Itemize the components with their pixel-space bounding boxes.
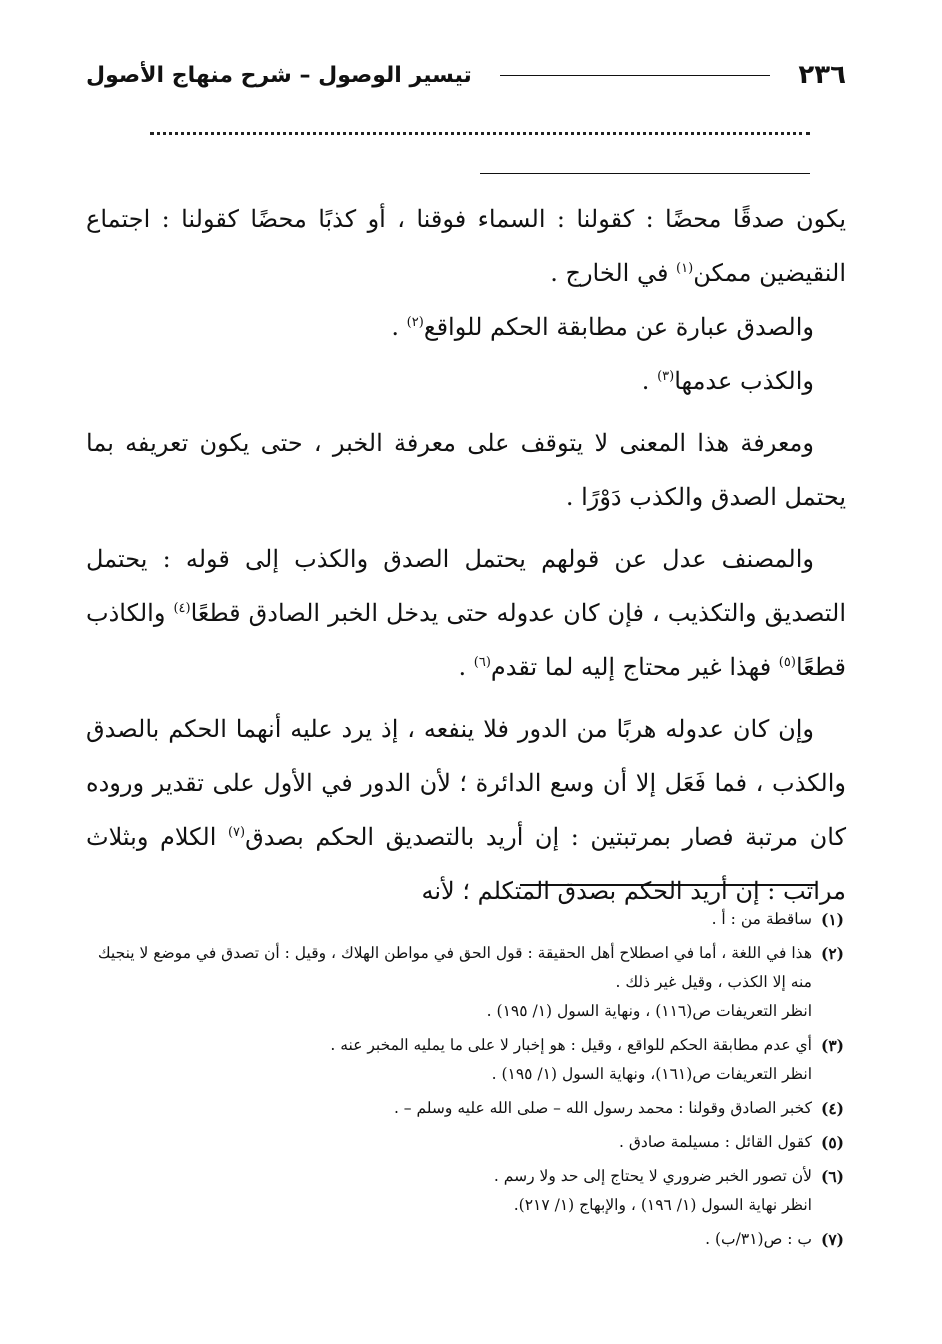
footnote-text [82, 1162, 812, 1220]
footnote-line: أي عدم مطابقة الحكم للواقع ، وقيل : هو إخبار لا على ما يمليه المخبر عنه . [330, 1036, 812, 1054]
footnote-text [82, 1225, 812, 1254]
footnote [82, 905, 844, 934]
footnote [82, 1031, 844, 1089]
footnote-ref-4: (٤) [173, 601, 191, 616]
text-run: . [641, 367, 658, 395]
footnotes [82, 900, 844, 1254]
footnote [82, 939, 844, 1026]
footnote-number: (٢) [820, 944, 844, 963]
text-run: وإن كان عدوله هربًا من الدور فلا ينفعه ، إذ يرد عليه أنهما الحكم بالصدق والكذب ، فما فَعَل إلا أن وسع الدائرة ؛ لأن الدور في الأول على تقدير وروده كان مرتبة فصار بمرتبتين : إن أريد بالتصديق الحكم بصدق [86, 715, 846, 851]
footnote-line: ساقطة من : أ . [711, 910, 812, 928]
footnote-text [82, 905, 812, 934]
text-run: فهذا غير محتاج إليه لما تقدم [490, 653, 779, 681]
footnote-text [82, 1094, 812, 1123]
footnote-text [82, 939, 812, 1026]
running-header [86, 55, 846, 95]
page-number: ٢٣٦ [798, 60, 846, 90]
paragraph-2 [86, 300, 846, 354]
section-rule [480, 173, 810, 174]
paragraph-1 [86, 192, 846, 300]
footnote-number: (٦) [820, 1167, 844, 1186]
footnote-rule [520, 884, 816, 886]
footnote [82, 1128, 844, 1157]
paragraph-1-line-1: يكون صدقًا محضًا : كقولنا : السماء فوقنا ، أو كذبًا محضًا كقولنا : [161, 205, 846, 233]
footnote-number: (٧) [820, 1230, 844, 1249]
footnote-ref-7: (٧) [227, 825, 246, 840]
footnote [82, 1225, 844, 1254]
text-run: . [458, 653, 474, 681]
footnote-line: ب : ص(٣١/ب) . [705, 1230, 812, 1248]
footnote-number: (١) [820, 910, 844, 929]
footnote-ref-6: (٦) [473, 655, 491, 670]
paragraph-5 [86, 532, 846, 694]
dotted-divider [150, 132, 810, 135]
footnote-line: كقول القائل : مسيلمة صادق . [619, 1133, 812, 1151]
main-text [86, 192, 846, 918]
footnote-ref-5: (٥) [778, 655, 796, 670]
footnote-line: انظر التعريفات ص(١١٦) ، ونهاية السول (١/ ١٩٥) . [486, 1002, 812, 1020]
text-run: في الخارج . [550, 259, 677, 287]
paragraph-3 [86, 354, 846, 408]
footnote-ref-2: (٢) [406, 315, 424, 330]
text-run: اجتماع النقيضين ممكن [86, 205, 846, 287]
footnote [82, 1162, 844, 1220]
footnote-line: انظر نهاية السول (١/ ١٩٦) ، والإبهاج (١/ ٢١٧). [513, 1196, 812, 1214]
footnote-line: لأن تصور الخبر ضروري لا يحتاج إلى حد ولا رسم . [493, 1167, 812, 1185]
header-rule [500, 75, 771, 76]
footnote-line: هذا في اللغة ، أما في اصطلاح أهل الحقيقة : قول الحق في مواطن الهلاك ، وقيل : أن تصدق في موضع لا ينجيك منه إلا الكذب ، وقيل غير ذلك . [97, 944, 812, 991]
footnote [82, 1094, 844, 1123]
text-run: والصدق عبارة عن مطابقة الحكم للواقع [423, 313, 814, 341]
text-run: والمصنف عدل عن قولهم يحتمل الصدق والكذب إلى قوله : يحتمل التصديق والتكذيب ، فإن كان عدوله حتى يدخل الخبر الصادق قطعًا [86, 545, 846, 627]
running-title: تيسير الوصول – شرح منهاج الأصول [86, 62, 472, 88]
footnote-text [82, 1031, 812, 1089]
footnote-line: كخبر الصادق وقولنا : محمد رسول الله – صلى الله عليه وسلم – . [393, 1099, 812, 1117]
footnote-line: انظر التعريفات ص(١٦١)، ونهاية السول (١/ ١٩٥) . [491, 1065, 812, 1083]
footnote-number: (٣) [820, 1036, 844, 1055]
footnote-number: (٥) [820, 1133, 844, 1152]
paragraph-4: ومعرفة هذا المعنى لا يتوقف على معرفة الخبر ، حتى يكون تعريفه بما يحتمل الصدق والكذب دَوْرًا . [86, 429, 846, 511]
text-run: والكذب عدمها [674, 367, 814, 395]
footnote-ref-3: (٣) [657, 369, 675, 384]
footnote-ref-1: (١) [676, 261, 694, 276]
text-run: والكاذب قطعًا [86, 599, 846, 681]
text-run: الكلام وبثلاث مراتب : إن أريد الحكم بصدق المتكلم ؛ لأنه [86, 823, 846, 905]
text-run: . [391, 313, 407, 341]
footnote-number: (٤) [820, 1099, 844, 1118]
footnote-text [82, 1128, 812, 1157]
